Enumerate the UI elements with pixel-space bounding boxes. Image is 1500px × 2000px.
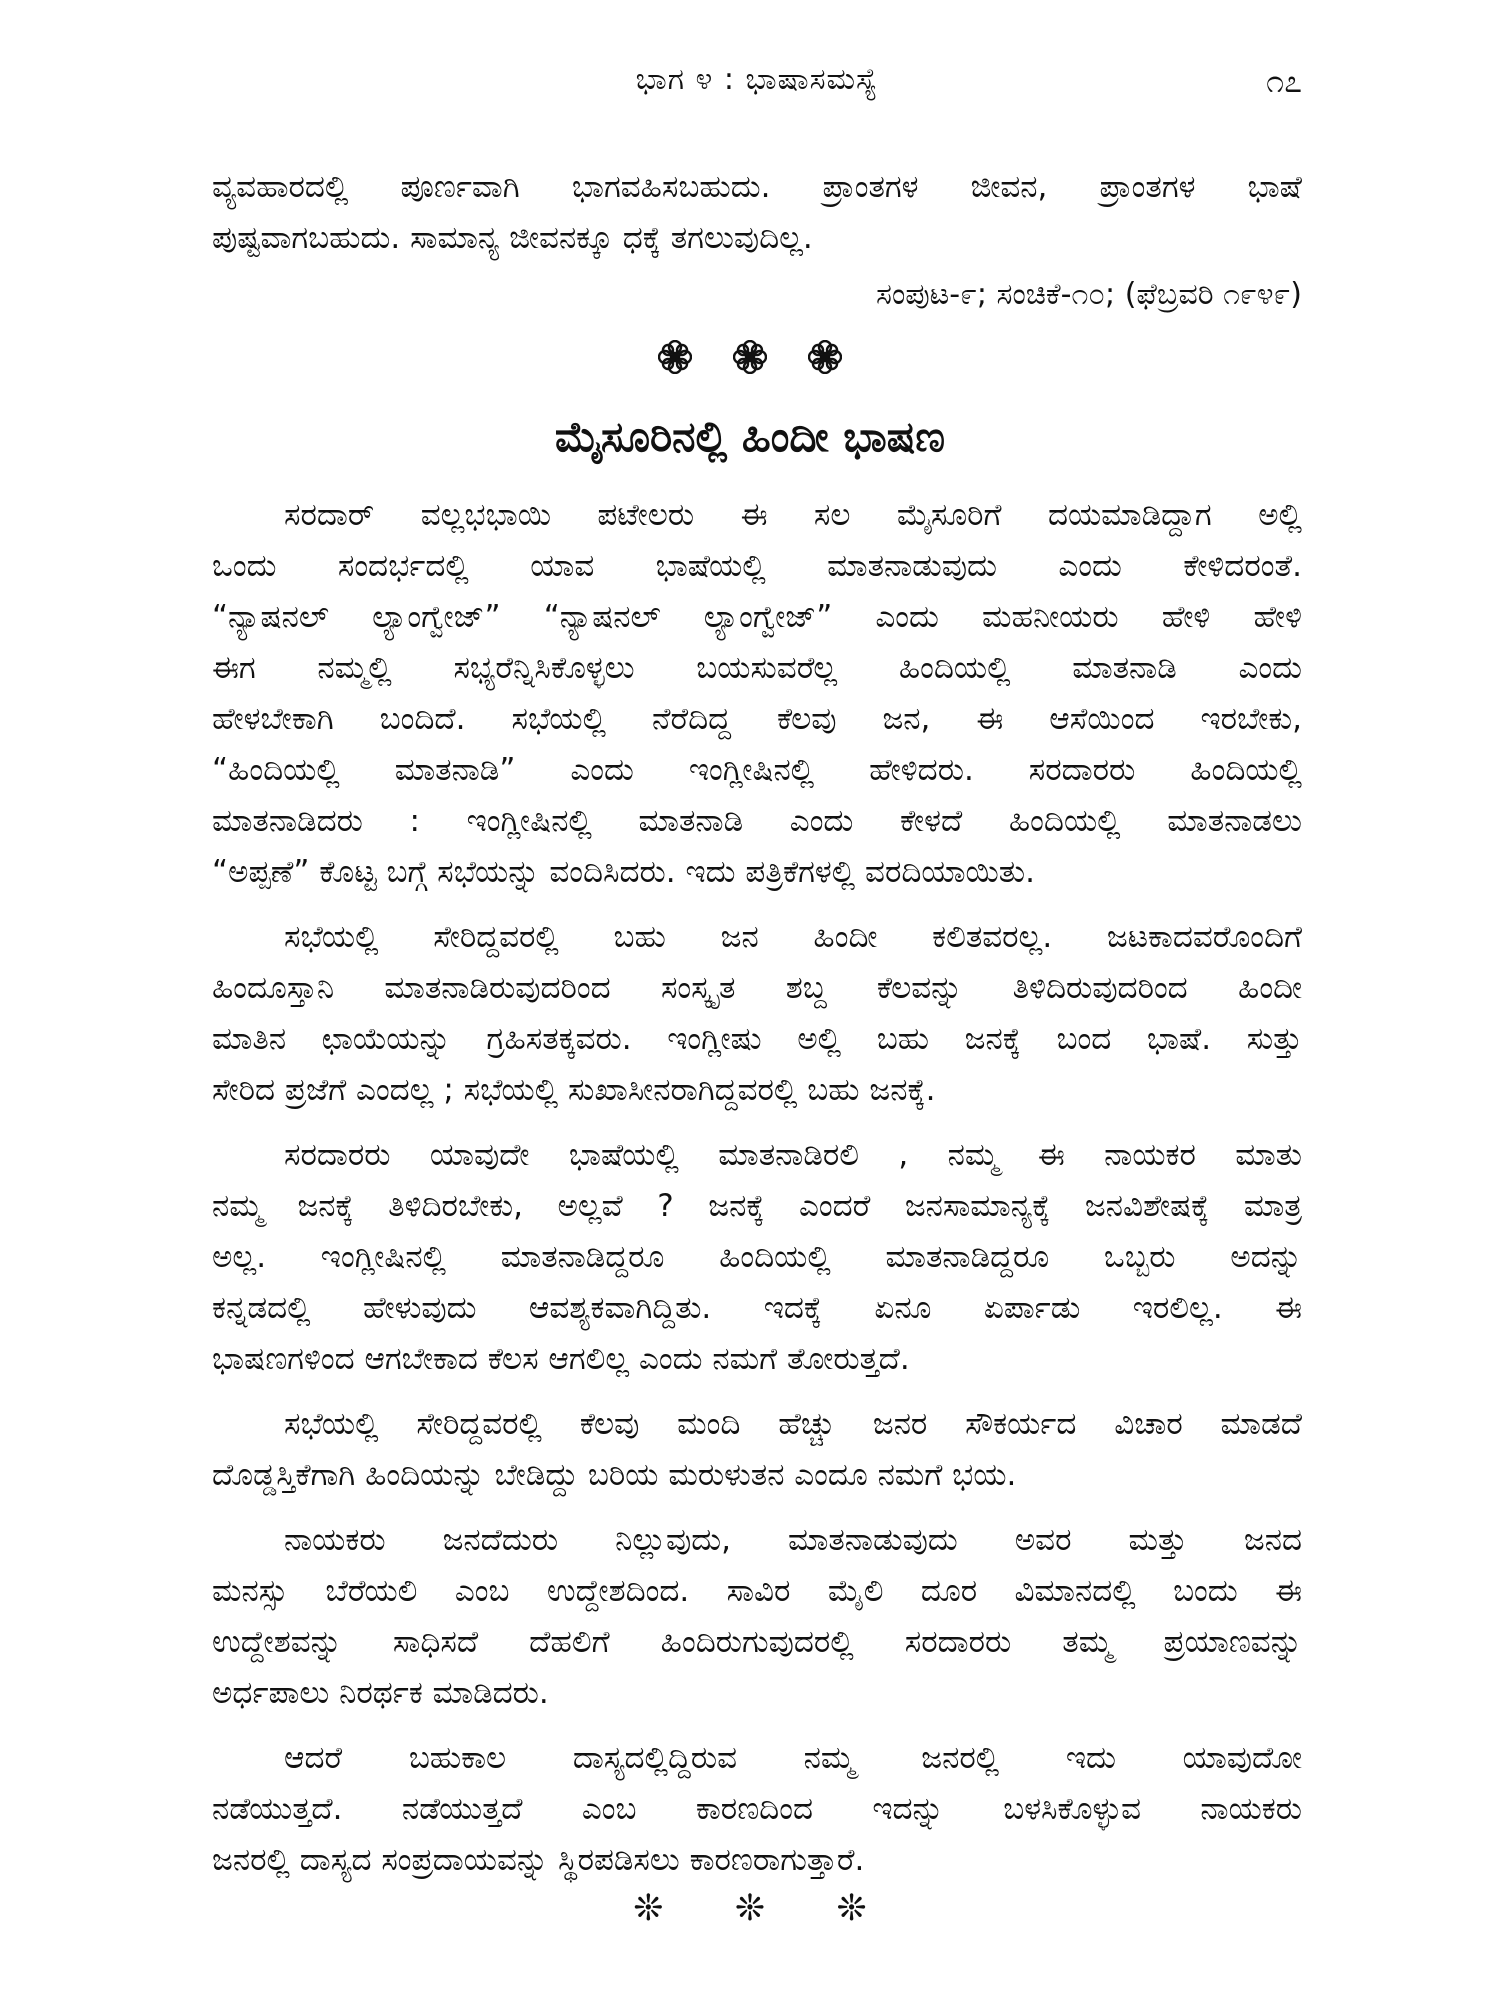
paragraph-line: “ಅಪ್ಪಣೆ” ಕೊಟ್ಟ ಬಗ್ಗೆ ಸಭೆಯನ್ನು ವಂದಿಸಿದರು. ಇದು ಪತ್ರಿಕೆಗಳಲ್ಲಿ ವರದಿಯಾಯಿತು. bbox=[212, 854, 1035, 890]
article-title: ಮೈಸೂರಿನಲ್ಲಿ ಹಿಂದೀ ಭಾಷಣ bbox=[554, 412, 946, 461]
paragraph-line: ಕನ್ನಡದಲ್ಲಿ ಹೇಳುವುದು ಆವಶ್ಯಕವಾಗಿದ್ದಿತು. ಇದಕ್ಕೆ ಏನೂ ಏರ್ಪಾಡು ಇರಲಿಲ್ಲ. ಈ bbox=[212, 1290, 1302, 1326]
paragraph-line: ಸರದಾರರು ಯಾವುದೇ ಭಾಷೆಯಲ್ಲಿ ಮಾತನಾಡಿರಲಿ , ನಮ್ಮ ಈ ನಾಯಕರ ಮಾತು bbox=[284, 1137, 1302, 1173]
paragraph-line: ಸಭೆಯಲ್ಲಿ ಸೇರಿದ್ದವರಲ್ಲಿ ಬಹು ಜನ ಹಿಂದೀ ಕಲಿತವರಲ್ಲ. ಜಟಕಾದವರೊಂದಿಗೆ bbox=[284, 919, 1302, 955]
paragraph-line: ದೊಡ್ಡಸ್ತಿಕೆಗಾಗಿ ಹಿಂದಿಯನ್ನು ಬೇಡಿದ್ದು ಬರಿಯ ಮರುಳುತನ ಎಂದೂ ನಮಗೆ ಭಯ. bbox=[212, 1457, 1017, 1493]
paragraph-line: ಹಿಂದೂಸ್ತಾನಿ ಮಾತನಾಡಿರುವುದರಿಂದ ಸಂಸ್ಕೃತ ಶಬ್ದ ಕೆಲವನ್ನು ತಿಳಿದಿರುವುದರಿಂದ ಹಿಂದೀ bbox=[212, 970, 1302, 1006]
section-ornament bbox=[0, 340, 1500, 378]
paragraph-line: ಸಭೆಯಲ್ಲಿ ಸೇರಿದ್ದವರಲ್ಲಿ ಕೆಲವು ಮಂದಿ ಹೆಚ್ಚು ಜನರ ಸೌಕರ್ಯದ ವಿಚಾರ ಮಾಡದೆ bbox=[284, 1406, 1302, 1442]
paragraph-line: ಹೇಳಬೇಕಾಗಿ ಬಂದಿದೆ. ಸಭೆಯಲ್ಲಿ ನೆರೆದಿದ್ದ ಕೆಲವು ಜನ, ಈ ಆಸೆಯಿಂದ ಇರಬೇಕು, bbox=[212, 701, 1302, 737]
paragraph-line: ಈಗ ನಮ್ಮಲ್ಲಿ ಸಭ್ಯರೆನ್ನಿಸಿಕೊಳ್ಳಲು ಬಯಸುವರೆಲ್ಲ ಹಿಂದಿಯಲ್ಲಿ ಮಾತನಾಡಿ ಎಂದು bbox=[212, 650, 1302, 686]
paragraph bbox=[212, 490, 1302, 898]
end-ornament: ❊ ❊ ❊ bbox=[633, 1888, 897, 1929]
source-citation: ಸಂಪುಟ-೯; ಸಂಚಿಕೆ-೧೦; (ಫೆಬ್ರವರಿ ೧೯೪೯) bbox=[876, 277, 1302, 312]
header-title: ಭಾಗ ೪ : ಭಾಷಾಸಮಸ್ಯೆ bbox=[635, 62, 879, 97]
paragraph-line: ಜನರಲ್ಲಿ ದಾಸ್ಯದ ಸಂಪ್ರದಾಯವನ್ನು ಸ್ಥಿರಪಡಿಸಲು ಕಾರಣರಾಗುತ್ತಾರೆ. bbox=[212, 1842, 865, 1878]
paragraph-line: ಒಂದು ಸಂದರ್ಭದಲ್ಲಿ ಯಾವ ಭಾಷೆಯಲ್ಲಿ ಮಾತನಾಡುವುದು ಎಂದು ಕೇಳಿದರಂತೆ. bbox=[212, 548, 1302, 584]
intro-paragraph bbox=[212, 162, 1302, 264]
paragraph bbox=[212, 1515, 1302, 1719]
paragraph-line: ಮಾತನಾಡಿದರು : ಇಂಗ್ಲೀಷಿನಲ್ಲಿ ಮಾತನಾಡಿ ಎಂದು ಕೇಳದೆ ಹಿಂದಿಯಲ್ಲಿ ಮಾತನಾಡಲು bbox=[212, 803, 1302, 839]
article-body bbox=[212, 490, 1302, 1900]
paragraph-line: ಮಾತಿನ ಛಾಯೆಯನ್ನು ಗ್ರಹಿಸತಕ್ಕವರು. ಇಂಗ್ಲೀಷು ಅಲ್ಲಿ ಬಹು ಜನಕ್ಕೆ ಬಂದ ಭಾಷೆ. ಸುತ್ತು bbox=[212, 1021, 1302, 1057]
paragraph bbox=[212, 1733, 1302, 1886]
intro-line: ಪುಷ್ಟವಾಗಬಹುದು. ಸಾಮಾನ್ಯ ಜೀವನಕ್ಕೂ ಧಕ್ಕೆ ತಗಲುವುದಿಲ್ಲ. bbox=[212, 220, 813, 256]
paragraph-line: ಅಲ್ಲ. ಇಂಗ್ಲೀಷಿನಲ್ಲಿ ಮಾತನಾಡಿದ್ದರೂ ಹಿಂದಿಯಲ್ಲಿ ಮಾತನಾಡಿದ್ದರೂ ಒಬ್ಬರು ಅದನ್ನು bbox=[212, 1239, 1302, 1275]
paragraph-line: “ನ್ಯಾಷನಲ್ ಲ್ಯಾಂಗ್ವೇಜ್” “ನ್ಯಾಷನಲ್ ಲ್ಯಾಂಗ್ವೇಜ್” ಎಂದು ಮಹನೀಯರು ಹೇಳಿ ಹೇಳಿ bbox=[212, 599, 1302, 635]
paragraph bbox=[212, 1130, 1302, 1385]
flower-icon bbox=[658, 340, 692, 374]
paragraph bbox=[212, 912, 1302, 1116]
paragraph-line: ಸೇರಿದ ಪ್ರಜೆಗೆ ಎಂದಲ್ಲ ; ಸಭೆಯಲ್ಲಿ ಸುಖಾಸೀನರಾಗಿದ್ದವರಲ್ಲಿ ಬಹು ಜನಕ್ಕೆ. bbox=[212, 1072, 936, 1108]
paragraph-line: “ಹಿಂದಿಯಲ್ಲಿ ಮಾತನಾಡಿ” ಎಂದು ಇಂಗ್ಲೀಷಿನಲ್ಲಿ ಹೇಳಿದರು. ಸರದಾರರು ಹಿಂದಿಯಲ್ಲಿ bbox=[212, 752, 1302, 788]
paragraph-line: ನಾಯಕರು ಜನದೆದುರು ನಿಲ್ಲುವುದು, ಮಾತನಾಡುವುದು ಅವರ ಮತ್ತು ಜನದ bbox=[284, 1522, 1302, 1558]
page-number: ೧೭ bbox=[1266, 62, 1302, 100]
paragraph-line: ಭಾಷಣಗಳಿಂದ ಆಗಬೇಕಾದ ಕೆಲಸ ಆಗಲಿಲ್ಲ ಎಂದು ನಮಗೆ ತೋರುತ್ತದೆ. bbox=[212, 1341, 910, 1377]
paragraph-line: ಸರದಾರ್ ವಲ್ಲಭಭಾಯಿ ಪಟೇಲರು ಈ ಸಲ ಮೈಸೂರಿಗೆ ದಯಮಾಡಿದ್ದಾಗ ಅಲ್ಲಿ bbox=[284, 497, 1302, 533]
paragraph-line: ನಡೆಯುತ್ತದೆ. ನಡೆಯುತ್ತದೆ ಎಂಬ ಕಾರಣದಿಂದ ಇದನ್ನು ಬಳಸಿಕೊಳ್ಳುವ ನಾಯಕರು bbox=[212, 1791, 1302, 1827]
paragraph-line: ಉದ್ದೇಶವನ್ನು ಸಾಧಿಸದೆ ದೆಹಲಿಗೆ ಹಿಂದಿರುಗುವುದರಲ್ಲಿ ಸರದಾರರು ತಮ್ಮ ಪ್ರಯಾಣವನ್ನು bbox=[212, 1624, 1302, 1660]
paragraph-line: ನಮ್ಮ ಜನಕ್ಕೆ ತಿಳಿದಿರಬೇಕು, ಅಲ್ಲವೆ ? ಜನಕ್ಕೆ ಎಂದರೆ ಜನಸಾಮಾನ್ಯಕ್ಕೆ ಜನವಿಶೇಷಕ್ಕೆ ಮಾತ್ರ bbox=[212, 1188, 1302, 1224]
paragraph bbox=[212, 1399, 1302, 1501]
flower-icon bbox=[808, 340, 842, 374]
flower-icon bbox=[733, 340, 767, 374]
paragraph-line: ಮನಸ್ಸು ಬೆರೆಯಲಿ ಎಂಬ ಉದ್ದೇಶದಿಂದ. ಸಾವಿರ ಮೈಲಿ ದೂರ ವಿಮಾನದಲ್ಲಿ ಬಂದು ಈ bbox=[212, 1573, 1302, 1609]
intro-line: ವ್ಯವಹಾರದಲ್ಲಿ ಪೂರ್ಣವಾಗಿ ಭಾಗವಹಿಸಬಹುದು. ಪ್ರಾಂತಗಳ ಜೀವನ, ಪ್ರಾಂತಗಳ ಭಾಷೆ bbox=[212, 169, 1302, 205]
paragraph-line: ಆದರೆ ಬಹುಕಾಲ ದಾಸ್ಯದಲ್ಲಿದ್ದಿರುವ ನಮ್ಮ ಜನರಲ್ಲಿ ಇದು ಯಾವುದೋ bbox=[284, 1740, 1302, 1776]
running-header bbox=[212, 62, 1302, 112]
paragraph-line: ಅರ್ಧಪಾಲು ನಿರರ್ಥಕ ಮಾಡಿದರು. bbox=[212, 1675, 549, 1711]
